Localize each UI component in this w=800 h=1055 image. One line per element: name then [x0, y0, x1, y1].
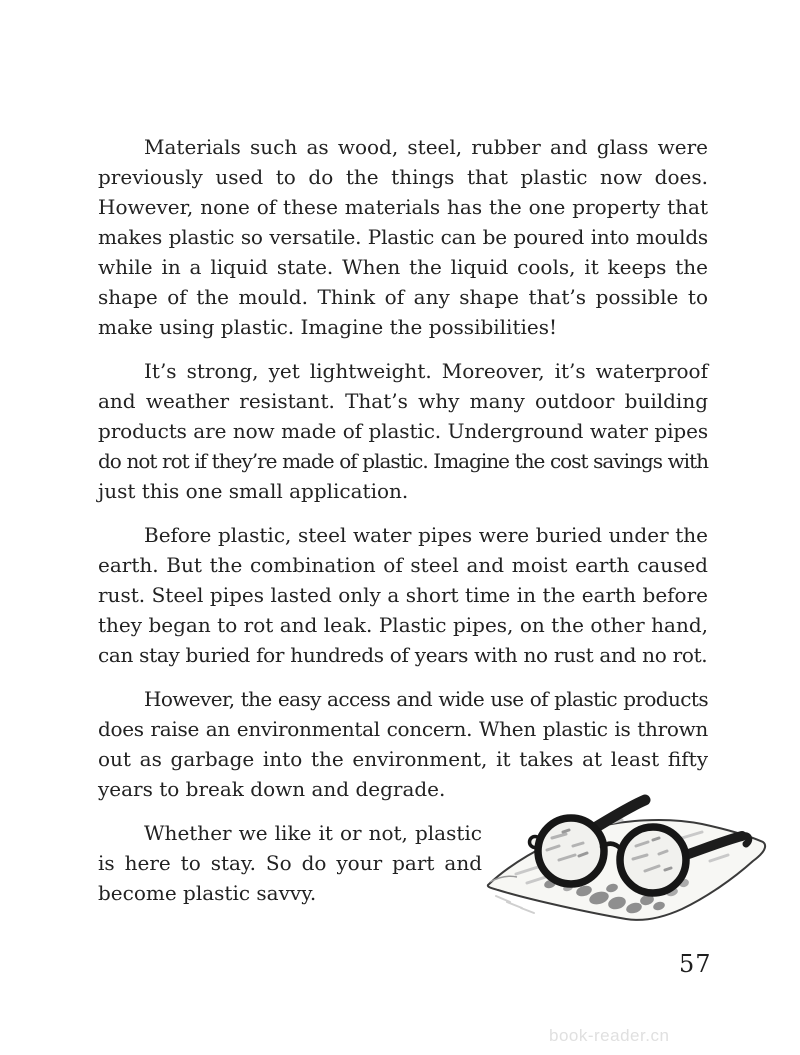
paragraph: [98, 132, 708, 342]
paragraph: [98, 818, 482, 908]
text-line: makes plastic so versatile. Plastic can be poured into moulds: [98, 225, 708, 249]
eyeglasses-newspaper-icon: [486, 788, 778, 936]
text-line: Materials such as wood, steel, rubber and glass were: [144, 135, 708, 159]
text-line: can stay buried for hundreds of years with no rust and no rot.: [98, 643, 708, 667]
text-line: while in a liquid state. When the liquid cools, it keeps the: [98, 255, 708, 279]
text-line: does raise an environmental concern. When plastic is thrown: [98, 717, 708, 741]
text-line: and weather resistant. That’s why many outdoor building: [98, 389, 708, 413]
text-line: they began to rot and leak. Plastic pipes, on the other hand,: [98, 613, 708, 637]
paragraph: [98, 684, 708, 804]
paragraph: [98, 356, 708, 506]
watermark: book-reader.cn: [549, 1026, 670, 1045]
right-lens: [620, 827, 686, 893]
text-line: earth. But the combination of steel and moist earth caused: [98, 553, 708, 577]
text-line: products are now made of plastic. Underground water pipes: [98, 419, 708, 443]
text-line: do not rot if they’re made of plastic. Imagine the cost savings with: [98, 449, 708, 473]
eyeglasses-illustration: [486, 788, 778, 936]
text-line: years to break down and degrade.: [98, 777, 446, 801]
text-line: previously used to do the things that plastic now does.: [98, 165, 708, 189]
text-line: shape of the mould. Think of any shape that’s possible to: [98, 285, 708, 309]
text-line: It’s strong, yet lightweight. Moreover, it’s waterproof: [144, 359, 708, 383]
text-line: make using plastic. Imagine the possibilities!: [98, 315, 558, 339]
text-line: Before plastic, steel water pipes were buried under the: [144, 523, 708, 547]
text-line: is here to stay. So do your part and: [98, 851, 482, 875]
text-line: However, the easy access and wide use of plastic products: [144, 687, 708, 711]
text-line: out as garbage into the environment, it takes at least fifty: [98, 747, 708, 771]
text-line: become plastic savvy.: [98, 881, 317, 905]
text-line: However, none of these materials has the one property that: [98, 195, 708, 219]
paragraph: [98, 520, 708, 670]
text-line: just this one small application.: [98, 479, 409, 503]
page-number: 57: [679, 950, 712, 978]
text-line: Whether we like it or not, plastic: [144, 821, 482, 845]
left-lens: [538, 818, 604, 884]
text-line: rust. Steel pipes lasted only a short time in the earth before: [98, 583, 708, 607]
